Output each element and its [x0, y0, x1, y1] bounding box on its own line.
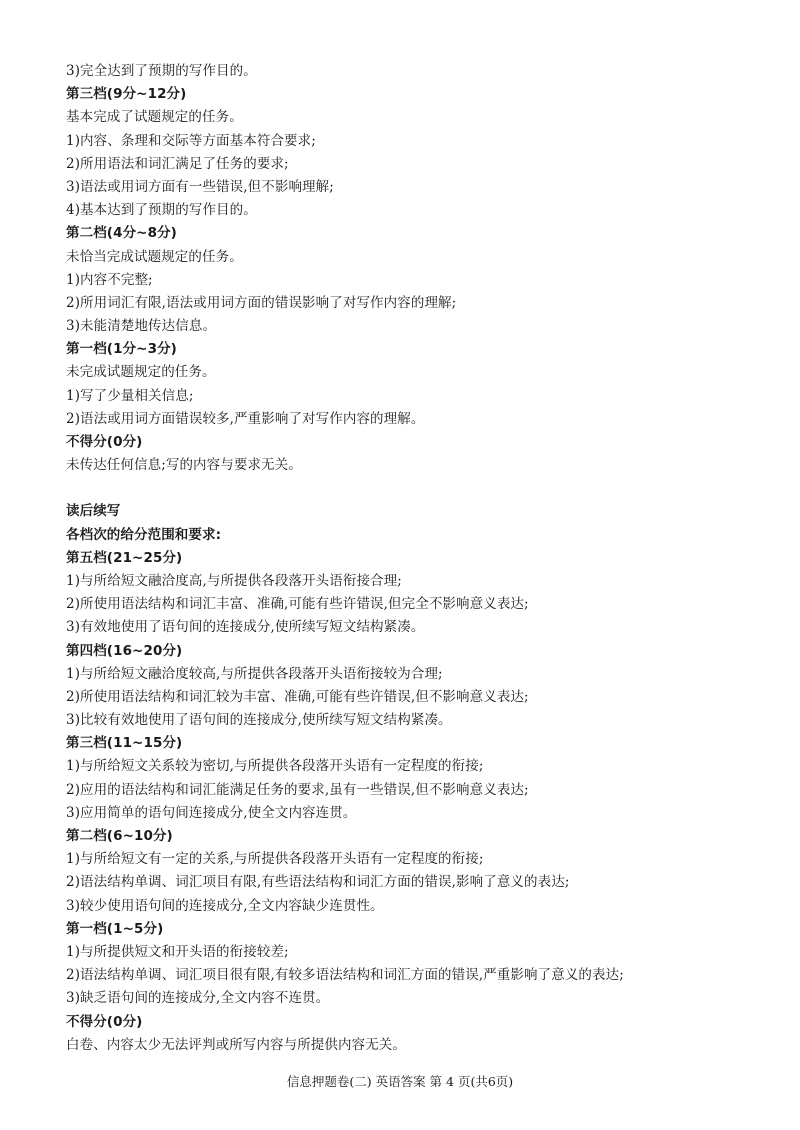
- criteria-line: 2)语法或用词方面错误较多,严重影响了对写作内容的理解。: [66, 410, 425, 427]
- criteria-line: 1)与所给短文融洽度高,与所提供各段落开头语衔接合理;: [66, 572, 402, 589]
- criteria-line: 1)与所给短文关系较为密切,与所提供各段落开头语有一定程度的衔接;: [66, 758, 484, 775]
- criteria-line: 2)所用词汇有限,语法或用词方面的错误影响了对写作内容的理解;: [66, 294, 457, 311]
- criteria-line: 1)写了少量相关信息;: [66, 387, 194, 404]
- criteria-line: 1)内容不完整;: [66, 271, 153, 288]
- criteria-line: 1)内容、条理和交际等方面基本符合要求;: [66, 132, 316, 149]
- criteria-line: 3)未能清楚地传达信息。: [66, 318, 217, 335]
- criteria-line: 2)所使用语法结构和词汇丰富、准确,可能有些许错误,但完全不影响意义表达;: [66, 596, 529, 613]
- criteria-line: 3)缺乏语句间的连接成分,全文内容不连贯。: [66, 990, 330, 1007]
- criteria-line: 4)基本达到了预期的写作目的。: [66, 202, 257, 219]
- section-heading: 不得分(0分): [66, 434, 143, 450]
- criteria-line: 未传达任何信息;写的内容与要求无关。: [66, 457, 302, 474]
- section-heading: 第三档(9分~12分): [66, 86, 187, 103]
- criteria-line: 未恰当完成试题规定的任务。: [66, 248, 243, 265]
- criteria-line: 3)比较有效地使用了语句间的连接成分,使所续写短文结构紧凑。: [66, 712, 452, 729]
- continuation-writing-scoring-section: [66, 500, 746, 1057]
- criteria-line: 2)语法结构单调、词汇项目很有限,有较多语法结构和词汇方面的错误,严重影响了意义的表达;: [66, 967, 624, 984]
- page-footer: 信息押题卷(二) 英语答案 第 4 页(共6页): [286, 1074, 514, 1089]
- section-heading: 各档次的给分范围和要求:: [66, 526, 222, 543]
- section-heading: 第二档(6~10分): [66, 828, 173, 844]
- criteria-line: 2)所使用语法结构和词汇较为丰富、准确,可能有些许错误,但不影响意义表达;: [66, 688, 529, 705]
- criteria-line: 3)完全达到了预期的写作目的。: [66, 63, 257, 79]
- section-heading: 读后续写: [66, 503, 121, 520]
- section-gap: [66, 477, 746, 500]
- section-heading: 第二档(4分~8分): [66, 225, 177, 242]
- document-page: [66, 60, 746, 1057]
- criteria-line: 2)所用语法和词汇满足了任务的要求;: [66, 155, 289, 172]
- criteria-line: 1)与所给短文有一定的关系,与所提供各段落开头语有一定程度的衔接;: [66, 851, 484, 868]
- criteria-line: 基本完成了试题规定的任务。: [66, 109, 243, 126]
- writing-scoring-section: [66, 60, 746, 477]
- criteria-line: 3)有效地使用了语句间的连接成分,使所续写短文结构紧凑。: [66, 619, 425, 636]
- criteria-line: 未完成试题规定的任务。: [66, 364, 216, 381]
- criteria-line: 1)与所提供短文和开头语的衔接较差;: [66, 943, 289, 960]
- section-heading: 第一档(1分~3分): [66, 341, 177, 358]
- criteria-line: 1)与所给短文融洽度较高,与所提供各段落开头语衔接较为合理;: [66, 665, 443, 682]
- criteria-line: 3)较少使用语句间的连接成分,全文内容缺少连贯性。: [66, 897, 384, 914]
- criteria-line: 2)应用的语法结构和词汇能满足任务的要求,虽有一些错误,但不影响意义表达;: [66, 781, 529, 798]
- section-heading: 不得分(0分): [66, 1013, 143, 1030]
- section-heading: 第三档(11~15分): [66, 735, 183, 752]
- criteria-line: 2)语法结构单调、词汇项目有限,有些语法结构和词汇方面的错误,影响了意义的表达;: [66, 874, 570, 891]
- criteria-line: 3)语法或用词方面有一些错误,但不影响理解;: [66, 178, 334, 195]
- section-heading: 第一档(1~5分): [66, 920, 164, 937]
- section-heading: 第四档(16~20分): [66, 642, 183, 659]
- criteria-line: 白卷、内容太少无法评判或所写内容与所提供内容无关。: [66, 1036, 406, 1053]
- criteria-line: 3)应用简单的语句间连接成分,使全文内容连贯。: [66, 804, 357, 821]
- section-heading: 第五档(21~25分): [66, 549, 183, 566]
